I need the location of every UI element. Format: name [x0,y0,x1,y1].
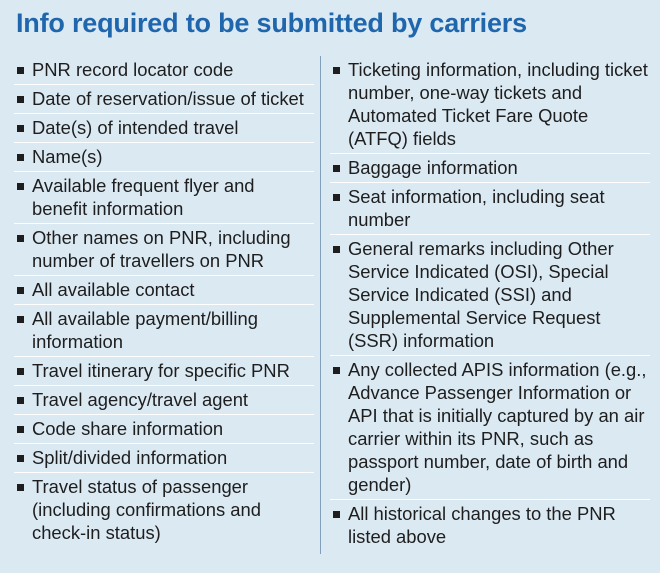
list-item [14,359,314,386]
list-item [14,87,314,114]
bullet-icon [333,165,340,172]
bullet-icon [333,367,340,374]
list-item-text: All historical changes to the PNR listed above [348,503,616,547]
list-item-text: All available contact [32,279,195,300]
bullet-icon [17,455,24,462]
left-list [14,58,314,549]
list-item [14,278,314,305]
right-list [330,58,650,553]
list-item-text: Other names on PNR, including number of travellers on PNR [32,227,291,271]
list-item [14,116,314,143]
list-item [14,446,314,473]
list-item-text: Travel status of passenger (including confirmations and check-in status) [32,476,261,543]
bullet-icon [333,511,340,518]
list-item [330,358,650,500]
bullet-icon [17,316,24,323]
bullet-icon [17,235,24,242]
list-item-text: PNR record locator code [32,59,234,80]
bullet-icon [17,154,24,161]
list-item [330,502,650,551]
list-item-text: Split/divided information [32,447,228,468]
list-item [330,237,650,356]
list-item [14,475,314,547]
bullet-icon [17,125,24,132]
bullet-icon [17,484,24,491]
list-item-text: Name(s) [32,146,103,167]
bullet-icon [17,96,24,103]
list-item [14,145,314,172]
list-item-text: Available frequent flyer and benefit information [32,175,255,219]
list-item [330,58,650,154]
bullet-icon [333,67,340,74]
list-item [14,307,314,357]
bullet-icon [17,183,24,190]
list-item-text: Date(s) of intended travel [32,117,239,138]
bullet-icon [17,397,24,404]
list-item-text: Code share information [32,418,224,439]
page-title: Info required to be submitted by carriers [16,8,527,38]
list-item [14,417,314,444]
bullet-icon [333,246,340,253]
bullet-icon [17,368,24,375]
list-item-text: Travel itinerary for specific PNR [32,360,290,381]
list-item [14,174,314,224]
list-item [330,185,650,235]
list-item-text: Any collected APIS information (e.g., Advance Passenger Information or API that is initially captured by an air carrier within its PNR, such as passport number, date of birth and gender) [348,359,647,495]
list-item-text: Baggage information [348,157,518,178]
column-divider [320,56,321,554]
bullet-icon [333,194,340,201]
list-item [330,156,650,183]
list-item-text: Ticketing information, including ticket number, one-way tickets and Automated Ticket Fare Quote (ATFQ) fields [348,59,648,149]
list-item-text: Travel agency/travel agent [32,389,249,410]
list-item-text: Seat information, including seat number [348,186,605,230]
list-item [14,388,314,415]
bullet-icon [17,287,24,294]
list-item-text: Date of reservation/issue of ticket [32,88,304,109]
list-item [14,58,314,85]
list-item [14,226,314,276]
bullet-icon [17,67,24,74]
list-item-text: General remarks including Other Service Indicated (OSI), Special Service Indicated (SSI) and Supplemental Service Request (SSR) information [348,238,614,351]
bullet-icon [17,426,24,433]
list-item-text: All available payment/billing information [32,308,258,352]
